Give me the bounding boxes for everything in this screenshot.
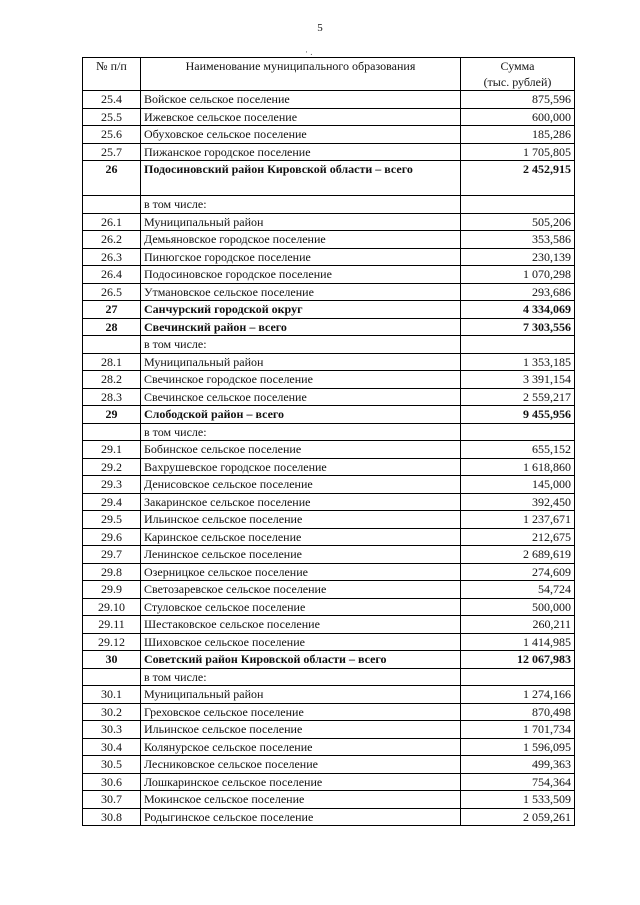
row-sum: 500,000 bbox=[461, 598, 575, 616]
row-sum: 9 455,956 bbox=[461, 406, 575, 424]
row-name: Подосиновский район Кировской области – всего bbox=[141, 161, 461, 196]
row-sum bbox=[461, 668, 575, 686]
header-sum bbox=[461, 58, 575, 91]
row-number: 29.11 bbox=[83, 616, 141, 634]
row-name: Ильинское сельское поселение bbox=[141, 511, 461, 529]
row-number: 27 bbox=[83, 301, 141, 319]
table-row bbox=[83, 773, 575, 791]
row-number: 26 bbox=[83, 161, 141, 196]
row-number: 29.12 bbox=[83, 633, 141, 651]
row-number: 25.7 bbox=[83, 143, 141, 161]
row-number: 29.10 bbox=[83, 598, 141, 616]
table-row bbox=[83, 423, 575, 441]
row-name: Свечинское городское поселение bbox=[141, 371, 461, 389]
table-row bbox=[83, 703, 575, 721]
row-sum: 54,724 bbox=[461, 581, 575, 599]
table-row bbox=[83, 441, 575, 459]
row-number: 28.1 bbox=[83, 353, 141, 371]
table-row bbox=[83, 528, 575, 546]
row-name: Бобинское сельское поселение bbox=[141, 441, 461, 459]
row-sum: 1 701,734 bbox=[461, 721, 575, 739]
row-sum bbox=[461, 423, 575, 441]
table-row bbox=[83, 248, 575, 266]
row-number: 28 bbox=[83, 318, 141, 336]
row-name: Шестаковское сельское поселение bbox=[141, 616, 461, 634]
row-number: 30.8 bbox=[83, 808, 141, 826]
row-sum: 1 596,095 bbox=[461, 738, 575, 756]
table-row bbox=[83, 738, 575, 756]
row-sum: 1 705,805 bbox=[461, 143, 575, 161]
row-number: 30.5 bbox=[83, 756, 141, 774]
header-name: Наименование муниципального образования bbox=[141, 58, 461, 91]
table-row bbox=[83, 336, 575, 354]
table-row bbox=[83, 756, 575, 774]
row-sum: 754,364 bbox=[461, 773, 575, 791]
table-row bbox=[83, 791, 575, 809]
table-row bbox=[83, 808, 575, 826]
row-number: 30.6 bbox=[83, 773, 141, 791]
row-number bbox=[83, 336, 141, 354]
row-sum: 145,000 bbox=[461, 476, 575, 494]
row-sum bbox=[461, 196, 575, 214]
table-row bbox=[83, 511, 575, 529]
row-number bbox=[83, 196, 141, 214]
row-sum: 4 334,069 bbox=[461, 301, 575, 319]
row-sum: 2 559,217 bbox=[461, 388, 575, 406]
table-row bbox=[83, 196, 575, 214]
row-sum: 505,206 bbox=[461, 213, 575, 231]
row-name: в том числе: bbox=[141, 668, 461, 686]
row-sum: 875,596 bbox=[461, 91, 575, 109]
table-row bbox=[83, 161, 575, 196]
row-number: 29.9 bbox=[83, 581, 141, 599]
table-row bbox=[83, 301, 575, 319]
row-sum: 353,586 bbox=[461, 231, 575, 249]
row-number: 29.5 bbox=[83, 511, 141, 529]
row-number: 26.2 bbox=[83, 231, 141, 249]
row-sum: 499,363 bbox=[461, 756, 575, 774]
row-name: Светозаревское сельское поселение bbox=[141, 581, 461, 599]
table-row bbox=[83, 476, 575, 494]
row-sum: 2 689,619 bbox=[461, 546, 575, 564]
row-name: Мокинское сельское поселение bbox=[141, 791, 461, 809]
row-name: Вахрушевское городское поселение bbox=[141, 458, 461, 476]
row-number: 30.3 bbox=[83, 721, 141, 739]
row-name: Денисовское сельское поселение bbox=[141, 476, 461, 494]
row-sum: 392,450 bbox=[461, 493, 575, 511]
table-row bbox=[83, 231, 575, 249]
table-row bbox=[83, 721, 575, 739]
row-name: Войское сельское поселение bbox=[141, 91, 461, 109]
table-row bbox=[83, 668, 575, 686]
row-name: Пинюгское городское поселение bbox=[141, 248, 461, 266]
row-name: в том числе: bbox=[141, 423, 461, 441]
row-number: 28.3 bbox=[83, 388, 141, 406]
table-row bbox=[83, 108, 575, 126]
row-sum: 212,675 bbox=[461, 528, 575, 546]
row-number: 26.5 bbox=[83, 283, 141, 301]
table-row bbox=[83, 546, 575, 564]
row-number: 29.6 bbox=[83, 528, 141, 546]
row-number: 25.4 bbox=[83, 91, 141, 109]
row-name: Закаринское сельское поселение bbox=[141, 493, 461, 511]
row-name: в том числе: bbox=[141, 336, 461, 354]
row-number: 26.3 bbox=[83, 248, 141, 266]
row-number: 29.3 bbox=[83, 476, 141, 494]
row-number bbox=[83, 668, 141, 686]
row-name: Муниципальный район bbox=[141, 213, 461, 231]
row-number: 30 bbox=[83, 651, 141, 669]
row-number: 29.2 bbox=[83, 458, 141, 476]
table-row bbox=[83, 686, 575, 704]
row-number: 29.1 bbox=[83, 441, 141, 459]
row-name: Ильинское сельское поселение bbox=[141, 721, 461, 739]
table-row bbox=[83, 371, 575, 389]
row-sum: 600,000 bbox=[461, 108, 575, 126]
table-row bbox=[83, 126, 575, 144]
row-name: Утмановское сельское поселение bbox=[141, 283, 461, 301]
row-sum: 1 414,985 bbox=[461, 633, 575, 651]
row-number: 25.5 bbox=[83, 108, 141, 126]
row-name: Лесниковское сельское поселение bbox=[141, 756, 461, 774]
row-name: Слободской район – всего bbox=[141, 406, 461, 424]
table-row bbox=[83, 388, 575, 406]
row-name: Обуховское сельское поселение bbox=[141, 126, 461, 144]
row-sum: 1 353,185 bbox=[461, 353, 575, 371]
row-sum: 870,498 bbox=[461, 703, 575, 721]
row-sum: 230,139 bbox=[461, 248, 575, 266]
row-name: Колянурское сельское поселение bbox=[141, 738, 461, 756]
row-number: 28.2 bbox=[83, 371, 141, 389]
row-number: 25.6 bbox=[83, 126, 141, 144]
table-body bbox=[83, 91, 575, 826]
row-sum: 2 452,915 bbox=[461, 161, 575, 196]
row-number: 30.7 bbox=[83, 791, 141, 809]
row-number: 30.4 bbox=[83, 738, 141, 756]
table-row bbox=[83, 563, 575, 581]
row-name: Каринское сельское поселение bbox=[141, 528, 461, 546]
row-name: Шиховское сельское поселение bbox=[141, 633, 461, 651]
row-name: Лошкаринское сельское поселение bbox=[141, 773, 461, 791]
table-row bbox=[83, 353, 575, 371]
row-sum: 185,286 bbox=[461, 126, 575, 144]
row-name: Советский район Кировской области – всего bbox=[141, 651, 461, 669]
row-number: 29 bbox=[83, 406, 141, 424]
table-row bbox=[83, 651, 575, 669]
row-name: Греховское сельское поселение bbox=[141, 703, 461, 721]
row-number: 26.4 bbox=[83, 266, 141, 284]
row-sum: 1 237,671 bbox=[461, 511, 575, 529]
table-row bbox=[83, 616, 575, 634]
table-row bbox=[83, 633, 575, 651]
row-number: 26.1 bbox=[83, 213, 141, 231]
header-sum-line1: Сумма bbox=[500, 59, 535, 73]
table-row bbox=[83, 581, 575, 599]
row-number: 30.2 bbox=[83, 703, 141, 721]
row-name: Муниципальный район bbox=[141, 686, 461, 704]
table-header-row bbox=[83, 58, 575, 91]
row-name: Ижевское сельское поселение bbox=[141, 108, 461, 126]
row-sum: 260,211 bbox=[461, 616, 575, 634]
table-row bbox=[83, 143, 575, 161]
table-row bbox=[83, 266, 575, 284]
header-num: № п/п bbox=[83, 58, 141, 91]
row-sum: 7 303,556 bbox=[461, 318, 575, 336]
page-number: 5 bbox=[317, 22, 323, 34]
row-name: Озерницкое сельское поселение bbox=[141, 563, 461, 581]
row-name: Демьяновское городское поселение bbox=[141, 231, 461, 249]
row-sum: 12 067,983 bbox=[461, 651, 575, 669]
row-name: в том числе: bbox=[141, 196, 461, 214]
header-sum-line2: (тыс. рублей) bbox=[483, 75, 552, 89]
row-number: 29.7 bbox=[83, 546, 141, 564]
table-row bbox=[83, 493, 575, 511]
row-number: 29.4 bbox=[83, 493, 141, 511]
table-row bbox=[83, 458, 575, 476]
row-name: Подосиновское городское поселение bbox=[141, 266, 461, 284]
row-sum: 655,152 bbox=[461, 441, 575, 459]
table-row bbox=[83, 213, 575, 231]
row-number: 29.8 bbox=[83, 563, 141, 581]
row-name: Стуловское сельское поселение bbox=[141, 598, 461, 616]
table-row bbox=[83, 91, 575, 109]
scan-artifact: · . bbox=[305, 47, 313, 57]
row-number: 30.1 bbox=[83, 686, 141, 704]
row-name: Свечинский район – всего bbox=[141, 318, 461, 336]
row-sum: 274,609 bbox=[461, 563, 575, 581]
row-name: Ленинское сельское поселение bbox=[141, 546, 461, 564]
row-sum: 1 274,166 bbox=[461, 686, 575, 704]
row-name: Пижанское городское поселение bbox=[141, 143, 461, 161]
row-name: Муниципальный район bbox=[141, 353, 461, 371]
table-row bbox=[83, 283, 575, 301]
row-number bbox=[83, 423, 141, 441]
row-sum: 2 059,261 bbox=[461, 808, 575, 826]
row-name: Свечинское сельское поселение bbox=[141, 388, 461, 406]
row-sum: 3 391,154 bbox=[461, 371, 575, 389]
row-sum: 293,686 bbox=[461, 283, 575, 301]
row-name: Санчурский городской округ bbox=[141, 301, 461, 319]
municipal-budget-table bbox=[82, 57, 575, 826]
row-sum: 1 070,298 bbox=[461, 266, 575, 284]
row-sum: 1 533,509 bbox=[461, 791, 575, 809]
row-sum bbox=[461, 336, 575, 354]
table-row bbox=[83, 406, 575, 424]
table-row bbox=[83, 598, 575, 616]
row-sum: 1 618,860 bbox=[461, 458, 575, 476]
table-row bbox=[83, 318, 575, 336]
row-name: Родыгинское сельское поселение bbox=[141, 808, 461, 826]
